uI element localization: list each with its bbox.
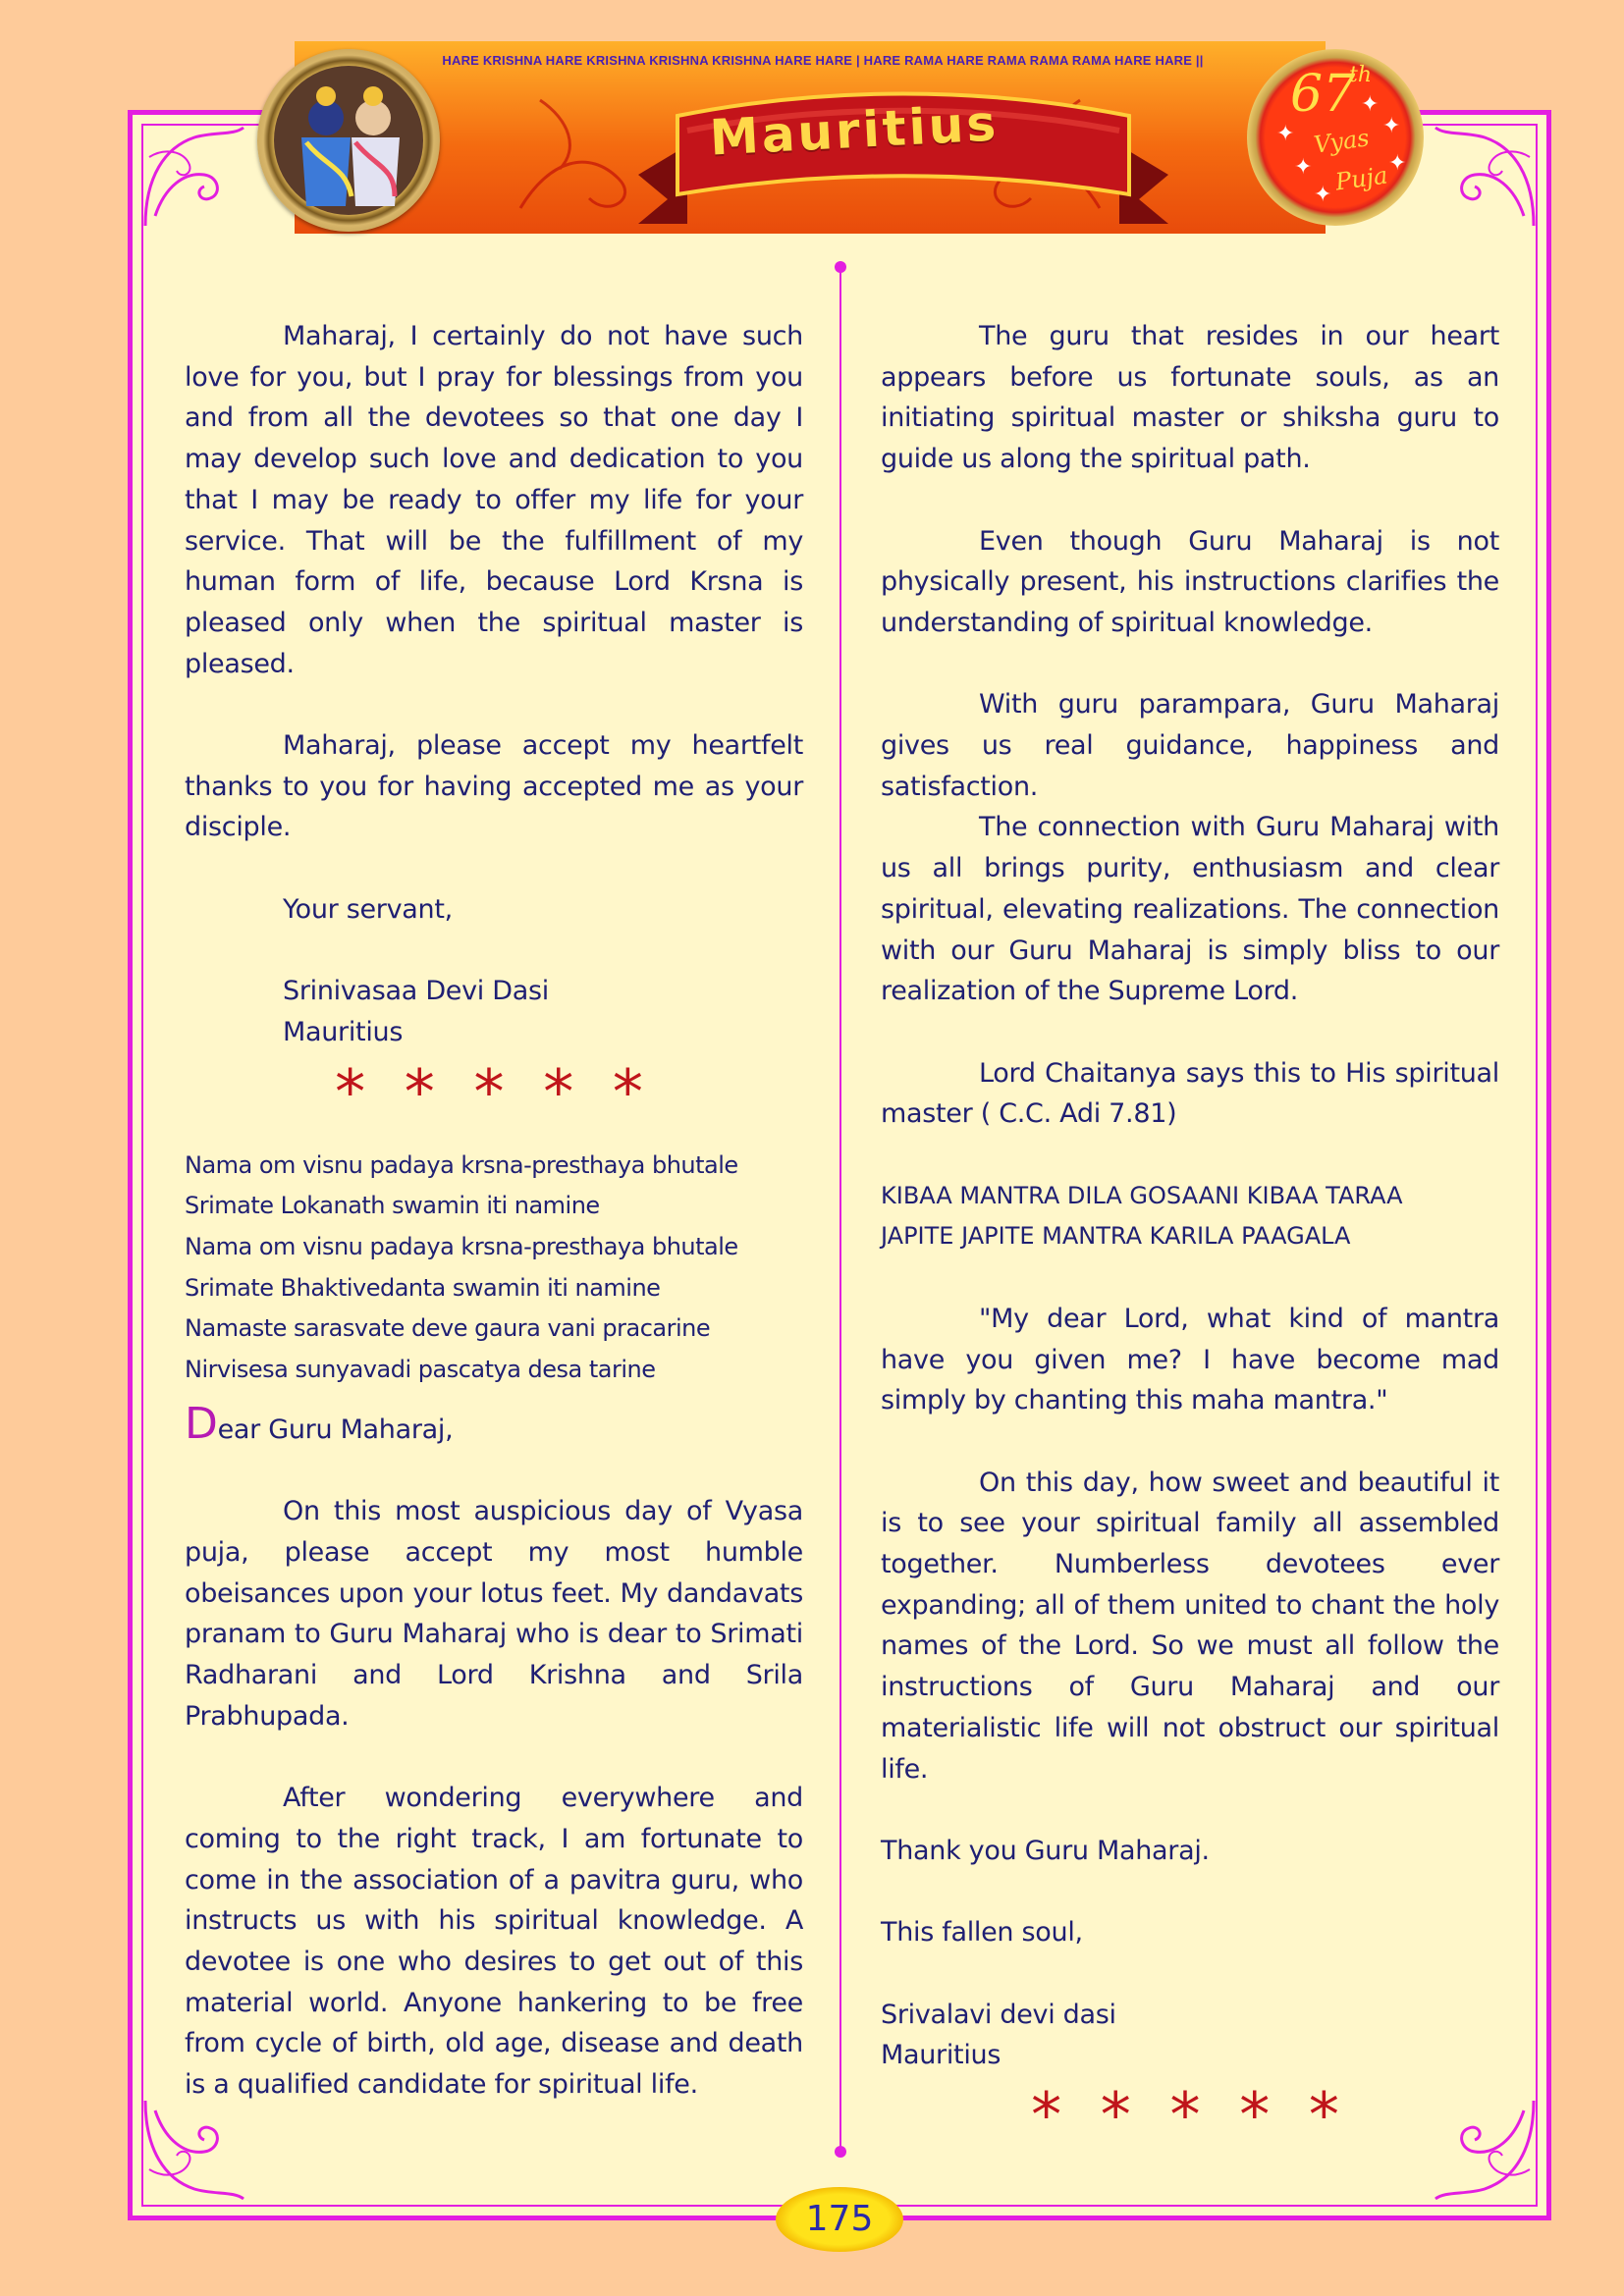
left-paragraph-2: Maharaj, please accept my heartfelt thanks to you for having accepted me as your disciple. — [185, 730, 803, 843]
salutation — [185, 1398, 803, 1451]
right-paragraph-3: With guru parampara, Guru Maharaj gives us real guidance, happiness and satisfaction. — [881, 689, 1499, 802]
right-paragraph-6: "My dear Lord, what kind of mantra have you given me? I have become mad simply by chanting this maha mantra." — [881, 1303, 1499, 1416]
corner-flourish-top-right — [1426, 118, 1543, 236]
verse-line: KIBAA MANTRA DILA GOSAANI KIBAA TARAA — [881, 1181, 1403, 1209]
badge-line1: Vyas — [1312, 124, 1372, 159]
mantra-line: HARE KRISHNA HARE KRISHNA KRISHNA KRISHNA HARE HARE | HARE RAMA HARE RAMA RAMA RAMA HARE HARE || — [442, 53, 1204, 68]
right-closing: This fallen soul, — [881, 1917, 1083, 1949]
banner-title: Mauritius — [708, 94, 1001, 167]
prayer-line: Srimate Bhaktivedanta swamin iti namine — [185, 1273, 661, 1302]
left-author-place: Mauritius — [283, 1016, 404, 1047]
right-author-name: Srivalavi devi dasi — [881, 1999, 1116, 2030]
right-stars-divider: * * * * * — [1031, 2079, 1349, 2152]
left-column — [185, 316, 803, 2106]
left-closing: Your servant, — [283, 893, 453, 925]
sparkle-icon: ✦ — [1361, 92, 1380, 117]
prayer-line: Nama om visnu padaya krsna-presthaya bhutale — [185, 1233, 738, 1261]
badge-line2: Puja — [1333, 161, 1390, 196]
badge-number: 67 — [1290, 65, 1356, 124]
right-paragraph-5: Lord Chaitanya says this to His spiritual master ( C.C. Adi 7.81) — [881, 1057, 1499, 1130]
sparkle-icon: ✦ — [1294, 155, 1313, 180]
left-paragraph-3: On this most auspicious day of Vyasa puja, please accept my most humble obeisances upon your lotus feet. My dandavats pranam to Guru Maharaj who is dear to Srimati Radharani and Lord Krishna and Srila Prabhupada. — [185, 1496, 803, 1732]
prayer-line: Srimate Lokanath swamin iti namine — [185, 1192, 600, 1220]
right-paragraph-1: The guru that resides in our heart appears before us fortunate souls, as an initiating spiritual master or shiksha guru to guide us along the spiritual path. — [881, 321, 1499, 475]
deity-image — [257, 49, 440, 232]
right-column — [881, 316, 1499, 2152]
right-paragraph-7: On this day, how sweet and beautiful it is to see your spiritual family all assembled together. Numberless devotees ever expanding; all of them united to chant the holy names of the Lord. So we must all follow the instructions of Guru Maharaj and our materialistic life will not obstruct our spiritual life. — [881, 1467, 1499, 1785]
sparkle-icon: ✦ — [1276, 122, 1295, 146]
badge-suffix: th — [1349, 63, 1373, 87]
sparkle-icon: ✦ — [1382, 114, 1401, 138]
corner-flourish-bottom-left — [135, 2091, 253, 2209]
right-thanks: Thank you Guru Maharaj. — [881, 1835, 1210, 1866]
left-paragraph-1: Maharaj, I certainly do not have such love for you, but I pray for blessings from you and from all the devotees so that one day I may develop such love and dedication to you that I may be ready to offer my life for your service. That will be the fulfillment of my human form of life, because Lord Krsna is pleased only when the spiritual master is pleased. — [185, 321, 803, 679]
left-author-name: Srinivasaa Devi Dasi — [283, 976, 549, 1007]
right-paragraph-4: The connection with Guru Maharaj with us all brings purity, enthusiasm and clear spiritual, elevating realizations. The connection with our Guru Maharaj is simply bliss to our realization of the Supreme Lord. — [881, 812, 1499, 1007]
salutation-text: ear Guru Maharaj, — [217, 1414, 454, 1445]
page-number: 175 — [776, 2187, 903, 2252]
divider-dot-top — [835, 261, 846, 273]
left-stars-divider: * * * * * — [335, 1055, 653, 1128]
prayer-line: Nirvisesa sunyavadi pascatya desa tarine — [185, 1356, 656, 1384]
right-paragraph-2: Even though Guru Maharaj is not physically present, his instructions clarifies the understanding of spiritual knowledge. — [881, 525, 1499, 638]
corner-flourish-top-left — [135, 118, 253, 236]
sparkle-icon: ✦ — [1388, 151, 1407, 176]
divider-dot-bottom — [835, 2146, 846, 2158]
column-divider — [839, 267, 841, 2154]
prayer-line: Nama om visnu padaya krsna-presthaya bhutale — [185, 1150, 738, 1179]
left-paragraph-4: After wondering everywhere and coming to the right track, I am fortunate to come in the association of a pavitra guru, who instructs us with his spiritual knowledge. A devotee is one who desires to get out of this material world. Anyone hankering to be free from cycle of birth, old age, disease and death is a qualified candidate for spiritual life. — [185, 1783, 803, 2101]
verse-line: JAPITE JAPITE MANTRA KARILA PAAGALA — [881, 1222, 1351, 1251]
right-author-place: Mauritius — [881, 2040, 1001, 2071]
sparkle-icon: ✦ — [1314, 183, 1332, 207]
salutation-dropcap: D — [185, 1398, 218, 1449]
prayer-line: Namaste sarasvate deve gaura vani pracarine — [185, 1314, 711, 1343]
